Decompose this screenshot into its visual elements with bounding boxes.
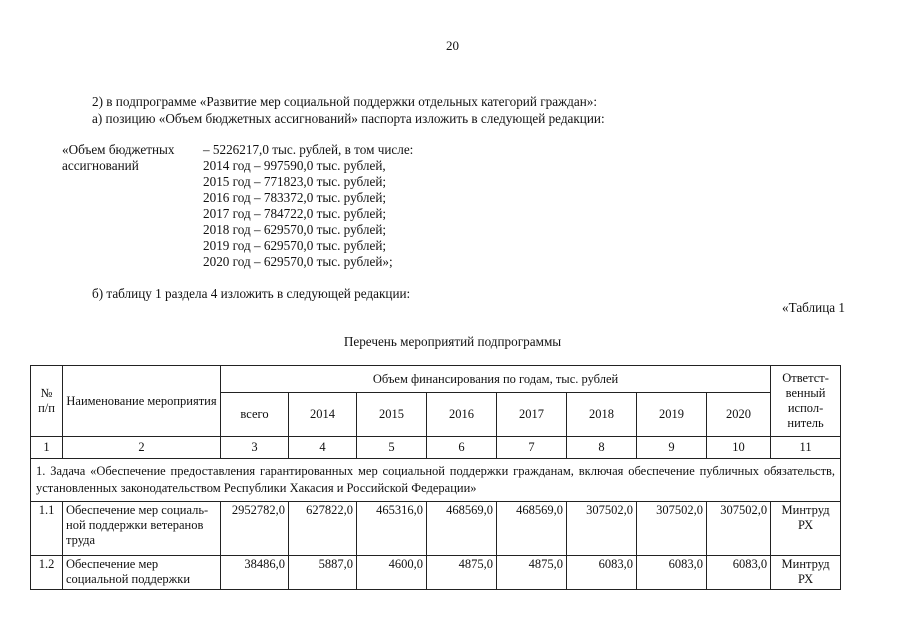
table-intro: б) таблицу 1 раздела 4 изложить в следующей редакции: [92,286,411,301]
row-value: 2952782,0 [221,502,289,556]
index-cell: 10 [707,437,771,459]
budget-label-line-1: «Объем бюджетных [62,142,175,157]
budget-year-line: 2016 год – 783372,0 тыс. рублей; [203,190,387,205]
row-value: 6083,0 [637,556,707,590]
header-col-year: 2020 [707,393,771,437]
budget-year-line: 2020 год – 629570,0 тыс. рублей»; [203,254,393,269]
header-col-total: всего [221,393,289,437]
row-value: 307502,0 [707,502,771,556]
budget-year-line: 2015 год – 771823,0 тыс. рублей; [203,174,387,189]
index-cell: 3 [221,437,289,459]
row-value: 627822,0 [289,502,357,556]
row-value: 468569,0 [427,502,497,556]
table-caption: «Таблица 1 [782,300,845,315]
header-col-year: 2015 [357,393,427,437]
row-name: Обеспечение мер социальной поддержки [63,556,221,590]
index-cell: 5 [357,437,427,459]
header-col-year: 2016 [427,393,497,437]
index-cell: 1 [31,437,63,459]
intro-line-2: а) позицию «Объем бюджетных ассигнований» паспорта изложить в следующей редакции: [92,111,605,126]
row-value: 465316,0 [357,502,427,556]
index-cell: 2 [63,437,221,459]
row-value: 307502,0 [637,502,707,556]
budget-year-line: 2017 год – 784722,0 тыс. рублей; [203,206,387,221]
index-cell: 8 [567,437,637,459]
row-responsible: Минтруд РХ [771,556,841,590]
header-col-year: 2014 [289,393,357,437]
row-value: 468569,0 [497,502,567,556]
row-responsible: Минтруд РХ [771,502,841,556]
budget-label-line-2: ассигнований [62,158,139,173]
table-title: Перечень мероприятий подпрограммы [343,334,562,349]
index-cell: 7 [497,437,567,459]
header-name: Наименование мероприятия [63,366,221,437]
row-value: 38486,0 [221,556,289,590]
index-cell: 6 [427,437,497,459]
row-num: 1.2 [31,556,63,590]
row-value: 6083,0 [707,556,771,590]
page-number: 20 [446,38,459,53]
budget-year-line: 2018 год – 629570,0 тыс. рублей; [203,222,387,237]
budget-year-line: 2019 год – 629570,0 тыс. рублей; [203,238,387,253]
row-value: 307502,0 [567,502,637,556]
row-value: 4600,0 [357,556,427,590]
index-cell: 9 [637,437,707,459]
budget-total-line: – 5226217,0 тыс. рублей, в том числе: [203,142,414,157]
task-row: 1. Задача «Обеспечение предоставления гарантированных мер социальной поддержки гражданам, включая обеспечение публичных обязательств, установленных законодательством Республики Хакасия и Российской Федерации» [31,459,841,502]
measures-table [30,365,841,590]
header-num: № п/п [31,366,63,437]
intro-line-1: 2) в подпрограмме «Развитие мер социальной поддержки отдельных категорий граждан»: [92,94,598,109]
row-name: Обеспечение мер социаль-ной поддержки ветеранов труда [63,502,221,556]
budget-year-line: 2014 год – 997590,0 тыс. рублей, [203,158,386,173]
header-col-year: 2017 [497,393,567,437]
header-funding: Объем финансирования по годам, тыс. рублей [221,366,771,393]
row-num: 1.1 [31,502,63,556]
header-col-year: 2018 [567,393,637,437]
row-value: 4875,0 [497,556,567,590]
row-value: 6083,0 [567,556,637,590]
row-value: 5887,0 [289,556,357,590]
row-value: 4875,0 [427,556,497,590]
index-cell: 4 [289,437,357,459]
header-col-year: 2019 [637,393,707,437]
header-responsible: Ответст-венный испол-нитель [771,366,841,437]
index-cell: 11 [771,437,841,459]
